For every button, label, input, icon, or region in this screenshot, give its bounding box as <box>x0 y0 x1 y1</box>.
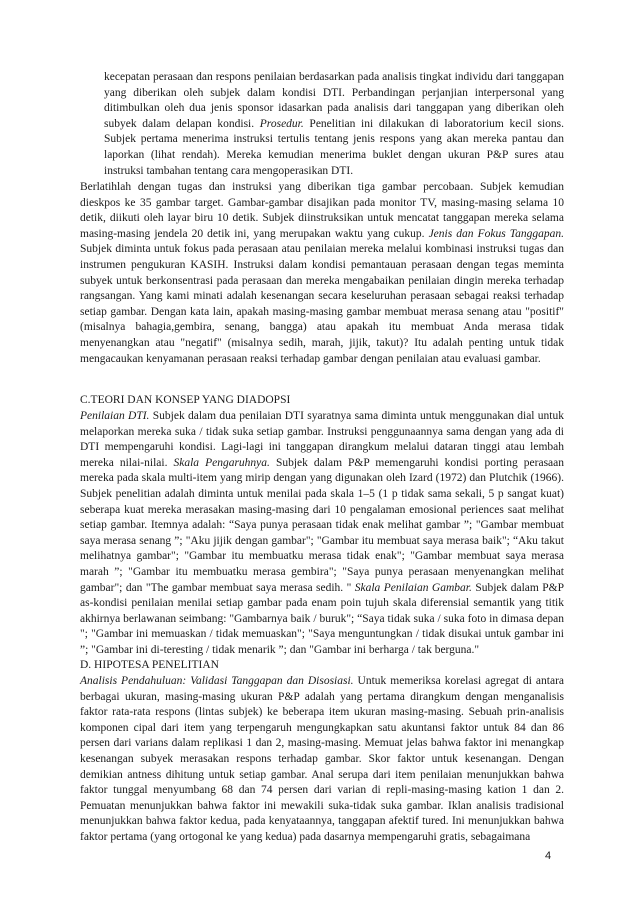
dti-assessment-label: Penilaian DTI. <box>80 410 150 422</box>
preliminary-analysis-label: Analisis Pendahuluan: Validasi Tanggapan dan Disosiasi. <box>80 675 354 687</box>
intro-block <box>104 70 564 179</box>
paragraph-practice <box>80 180 564 367</box>
section-c-heading: C.TEORI DAN KONSEP YANG DIADOPSI <box>80 394 291 406</box>
intro-text: kecepatan perasaan dan respons penilaian berdasarkan pada analisis tingkat individu dari tanggapan yang diberikan oleh subjek dalam kondisi DTI. Perbandingan perjanjian interpersonal yang ditimbulkan oleh dua jenis sponsor idasarkan pada analisis dari tanggapan yang diberikan oleh subyek dalam delapan kondisi. <box>104 71 564 130</box>
section-d-body <box>80 674 564 846</box>
response-focus-label: Jenis dan Fokus Tanggapan. <box>428 227 564 240</box>
section-d-heading: D. HIPOTESA PENELITIAN <box>80 659 219 671</box>
response-focus-text: Subjek diminta untuk fokus pada perasaan atau penilaian mereka melalui kombinasi instruksi tugas dan instrumen pengukuran KASIH. Instruksi dalam kondisi pemantauan perasaan dengan tegas meminta subyek untuk berkonsentrasi pada perasaan dan mereka mengabaikan penilaian dingin mereka terhadap rangsangan. Yang kami minati adalah kesenangan secara keseluruhan perasaan sebagai reaksi terhadap setiap gambar. Dengan kata lain, apakah masing-masing gambar membuat merasa senang atau "positif" (misalnya bahagia,gembira, senang, bangga) atau apakah itu membuat Anda merasa tidak menyenangkan atau "negatif" (misalnya sedih, marah, jijik, takut)? Itu adalah penting untuk tidak mengacaukan kenyamanan perasaan reaksi terhadap gambar dengan penilaian atau evaluasi gambar. <box>80 243 564 365</box>
dti-assessment-text: Subjek dalam dua penilaian DTI syaratnya sama diminta untuk menggunakan dial untuk melaporkan mereka suka / tidak suka setiap gambar. Instruksi penggunaannya sama dengan yang ada di DTI mempengaruhi kondisi. Lagi-lagi ini tanggapan dirangkum melalui dataran tinggi atau lembah mereka nilai-nilai. <box>80 410 565 469</box>
image-rating-label: Skala Penilaian Gambar. <box>354 581 472 594</box>
practice-text: Berlatihlah dengan tugas dan instruksi yang diberikan tiga gambar percobaan. Subjek kemudian dieskpos ke 35 gambar target. Gambar-gambar disajikan pada monitor TV, masing-masing selama 10 detik, diikuti oleh layar biru 10 detik. Subjek diinstruksikan untuk mencatat tanggapan mereka selama masing-masing jendela 20 detik ini, yang merupakan waktu yang cukup. <box>80 181 564 240</box>
page-number: 4 <box>545 850 552 862</box>
section-c-body <box>80 409 564 659</box>
procedure-label: Prosedur. <box>259 117 304 130</box>
image-rating-text: Subjek dalam P&P as-kondisi penilaian menilai setiap gambar pada enam poin tujuh skala diferensial semantik yang titik akhirnya berlawanan seimbang: "Gambarnya baik / buruk"; “Saya tidak suka / suka foto in dimasa depan "; "Gambar ini memuaskan / tidak memuaskan"; "Saya menguntungkan / tidak disukai untuk gambar ini ”; "Gambar ini di-teresting / tidak menarik ”; dan "Gambar ini berharga / tak berguna." <box>80 581 564 656</box>
affect-scale-label: Skala Pengaruhnya. <box>173 456 270 469</box>
intro-text-after: Penelitian ini dilakukan di laboratorium kecil sions. Subjek pertama menerima instruksi tertulis tentang jenis respons yang akan mereka pantau dan laporkan (lihat rendah). Mereka kemudian menerima buklet dengan ukuran P&P sures atau instruksi tambahan tentang cara mengoperasikan DTI. <box>104 117 564 177</box>
affect-scale-text: Subjek dalam P&P memengaruhi kondisi porting perasaan mereka pada skala multi-item yang mirip dengan yang digunakan oleh Izard (1972) dan Plutchik (1966). Subjek penelitian adalah diminta untuk menilai pada skala 1–5 (1 p tidak sama sekali, 5 p sangat kuat) seberapa kuat mereka merasakan masing-masing dari 10 pengalaman emosional periences saat melihat setiap gambar. Itemnya adalah: “Saya punya perasaan tidak enak melihat gambar ”; "Gambar membuat saya merasa senang ”; "Aku jijik dengan gambar"; "Gambar itu membuat saya merasa baik"; “Aku takut melihatnya gambar"; "Gambar itu membuatku merasa tidak enak"; "Gambar membuat saya merasa marah ”; "Gambar itu membuatku merasa gembira"; "Saya punya perasaan menyenangkan melihat gambar"; dan "The gambar membuat saya merasa sedih. " <box>80 456 565 594</box>
preliminary-analysis-text: Untuk memeriksa korelasi agregat di antara berbagai ukuran, masing-masing ukuran P&P adalah yang pertama dirangkum dengan menganalisis faktor rata-rata respons (lintas subjek) ke beberapa item ukuran masing-masing. Sebuah prin-analisis komponen cipal dari item yang terpengaruh mengungkapkan satu akuntansi faktor untuk 84 dan 86 persen dari varians dalam replikasi 1 dan 2, masing-masing. Memuat jelas bahwa faktor ini menangkap kesenangan subyek merasakan respons terhadap gambar. Skor faktor untuk kesenangan. Dengan demikian antness dihitung untuk setiap gambar. Anal serupa dari item penilaian menunjukkan bahwa faktor tunggal menyumbang 68 dan 74 persen dari varian di repli-masing-masing kation 1 dan 2. Pemuatan menunjukkan bahwa faktor ini mewakili suka-tidak suka gambar. Iklan analisis tradisional menunjukkan bahwa faktor kedua, pada kenyataannya, tanggapan afektif tured. Ini menunjukkan bahwa faktor pertama (yang ortogonal ke yang kedua) pada dasarnya mempengaruhi gratis, sebagaimana <box>80 675 565 843</box>
